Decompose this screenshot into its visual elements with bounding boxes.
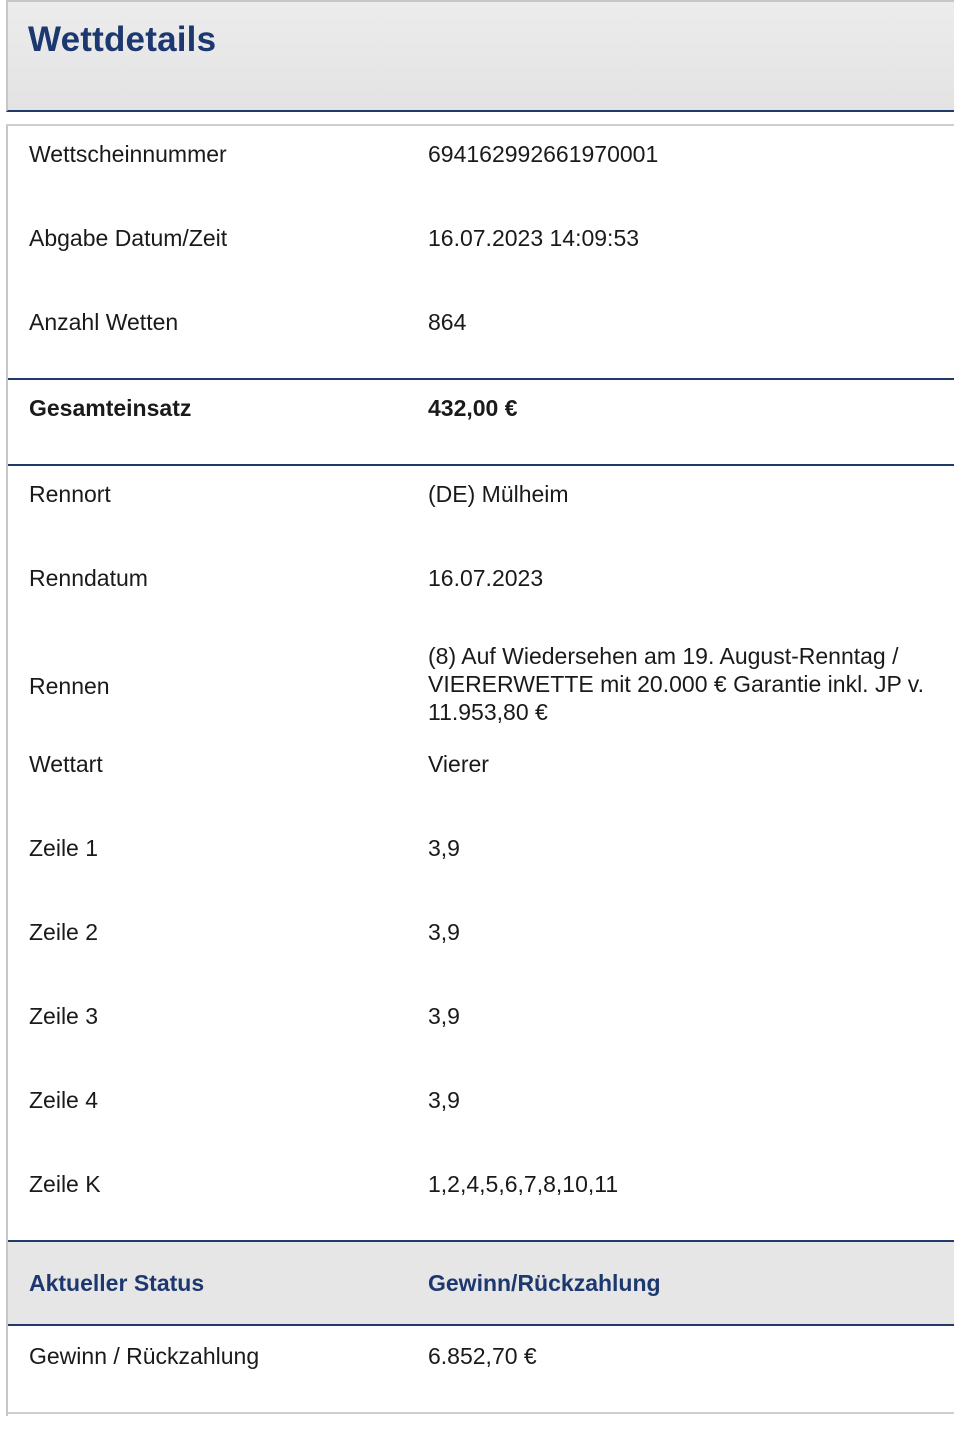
submitted-label: Abgabe Datum/Zeit	[29, 225, 228, 251]
divider	[8, 378, 954, 380]
status-header-label: Aktueller Status	[29, 1270, 205, 1296]
venue-label: Rennort	[29, 481, 111, 507]
venue-value: (DE) Mülheim	[428, 481, 569, 507]
line-k-value: 1,2,4,5,6,7,8,10,11	[428, 1171, 619, 1197]
race-date-label: Renndatum	[29, 565, 148, 591]
line-4-label: Zeile 4	[29, 1087, 99, 1113]
bet-count-value: 864	[428, 309, 467, 335]
panel-header	[6, 0, 954, 112]
ticket-number-value: 694162992661970001	[428, 141, 659, 167]
bet-type-label: Wettart	[29, 751, 103, 777]
bet-type-value: Vierer	[428, 751, 489, 777]
payout-value: 6.852,70 €	[428, 1343, 537, 1369]
status-header	[8, 1240, 954, 1326]
payout-label: Gewinn / Rückzahlung	[29, 1343, 260, 1369]
divider	[8, 464, 954, 466]
submitted-value: 16.07.2023 14:09:53	[428, 225, 640, 251]
details-table	[6, 126, 954, 1416]
race-label: Rennen	[29, 673, 110, 699]
race-value: (8) Auf Wiedersehen am 19. August-Renntag / VIERERWETTE mit 20.000 € Garantie inkl. JP v. 11.953,80 €	[428, 643, 924, 725]
line-4-value: 3,9	[428, 1087, 460, 1113]
total-stake-value: 432,00 €	[428, 395, 518, 421]
line-3-value: 3,9	[428, 1003, 460, 1029]
race-date-value: 16.07.2023	[428, 565, 544, 591]
line-1-value: 3,9	[428, 835, 460, 861]
status-header-value: Gewinn/Rückzahlung	[428, 1270, 661, 1296]
bottom-divider	[8, 1412, 954, 1414]
bet-count-label: Anzahl Wetten	[29, 309, 179, 335]
line-3-label: Zeile 3	[29, 1003, 99, 1029]
page-title: Wettdetails	[28, 20, 217, 59]
line-2-value: 3,9	[428, 919, 460, 945]
line-1-label: Zeile 1	[29, 835, 99, 861]
row-race	[8, 642, 954, 730]
line-k-label: Zeile K	[29, 1171, 101, 1197]
total-stake-label: Gesamteinsatz	[29, 395, 192, 421]
line-2-label: Zeile 2	[29, 919, 99, 945]
ticket-number-label: Wettscheinnummer	[29, 141, 227, 167]
